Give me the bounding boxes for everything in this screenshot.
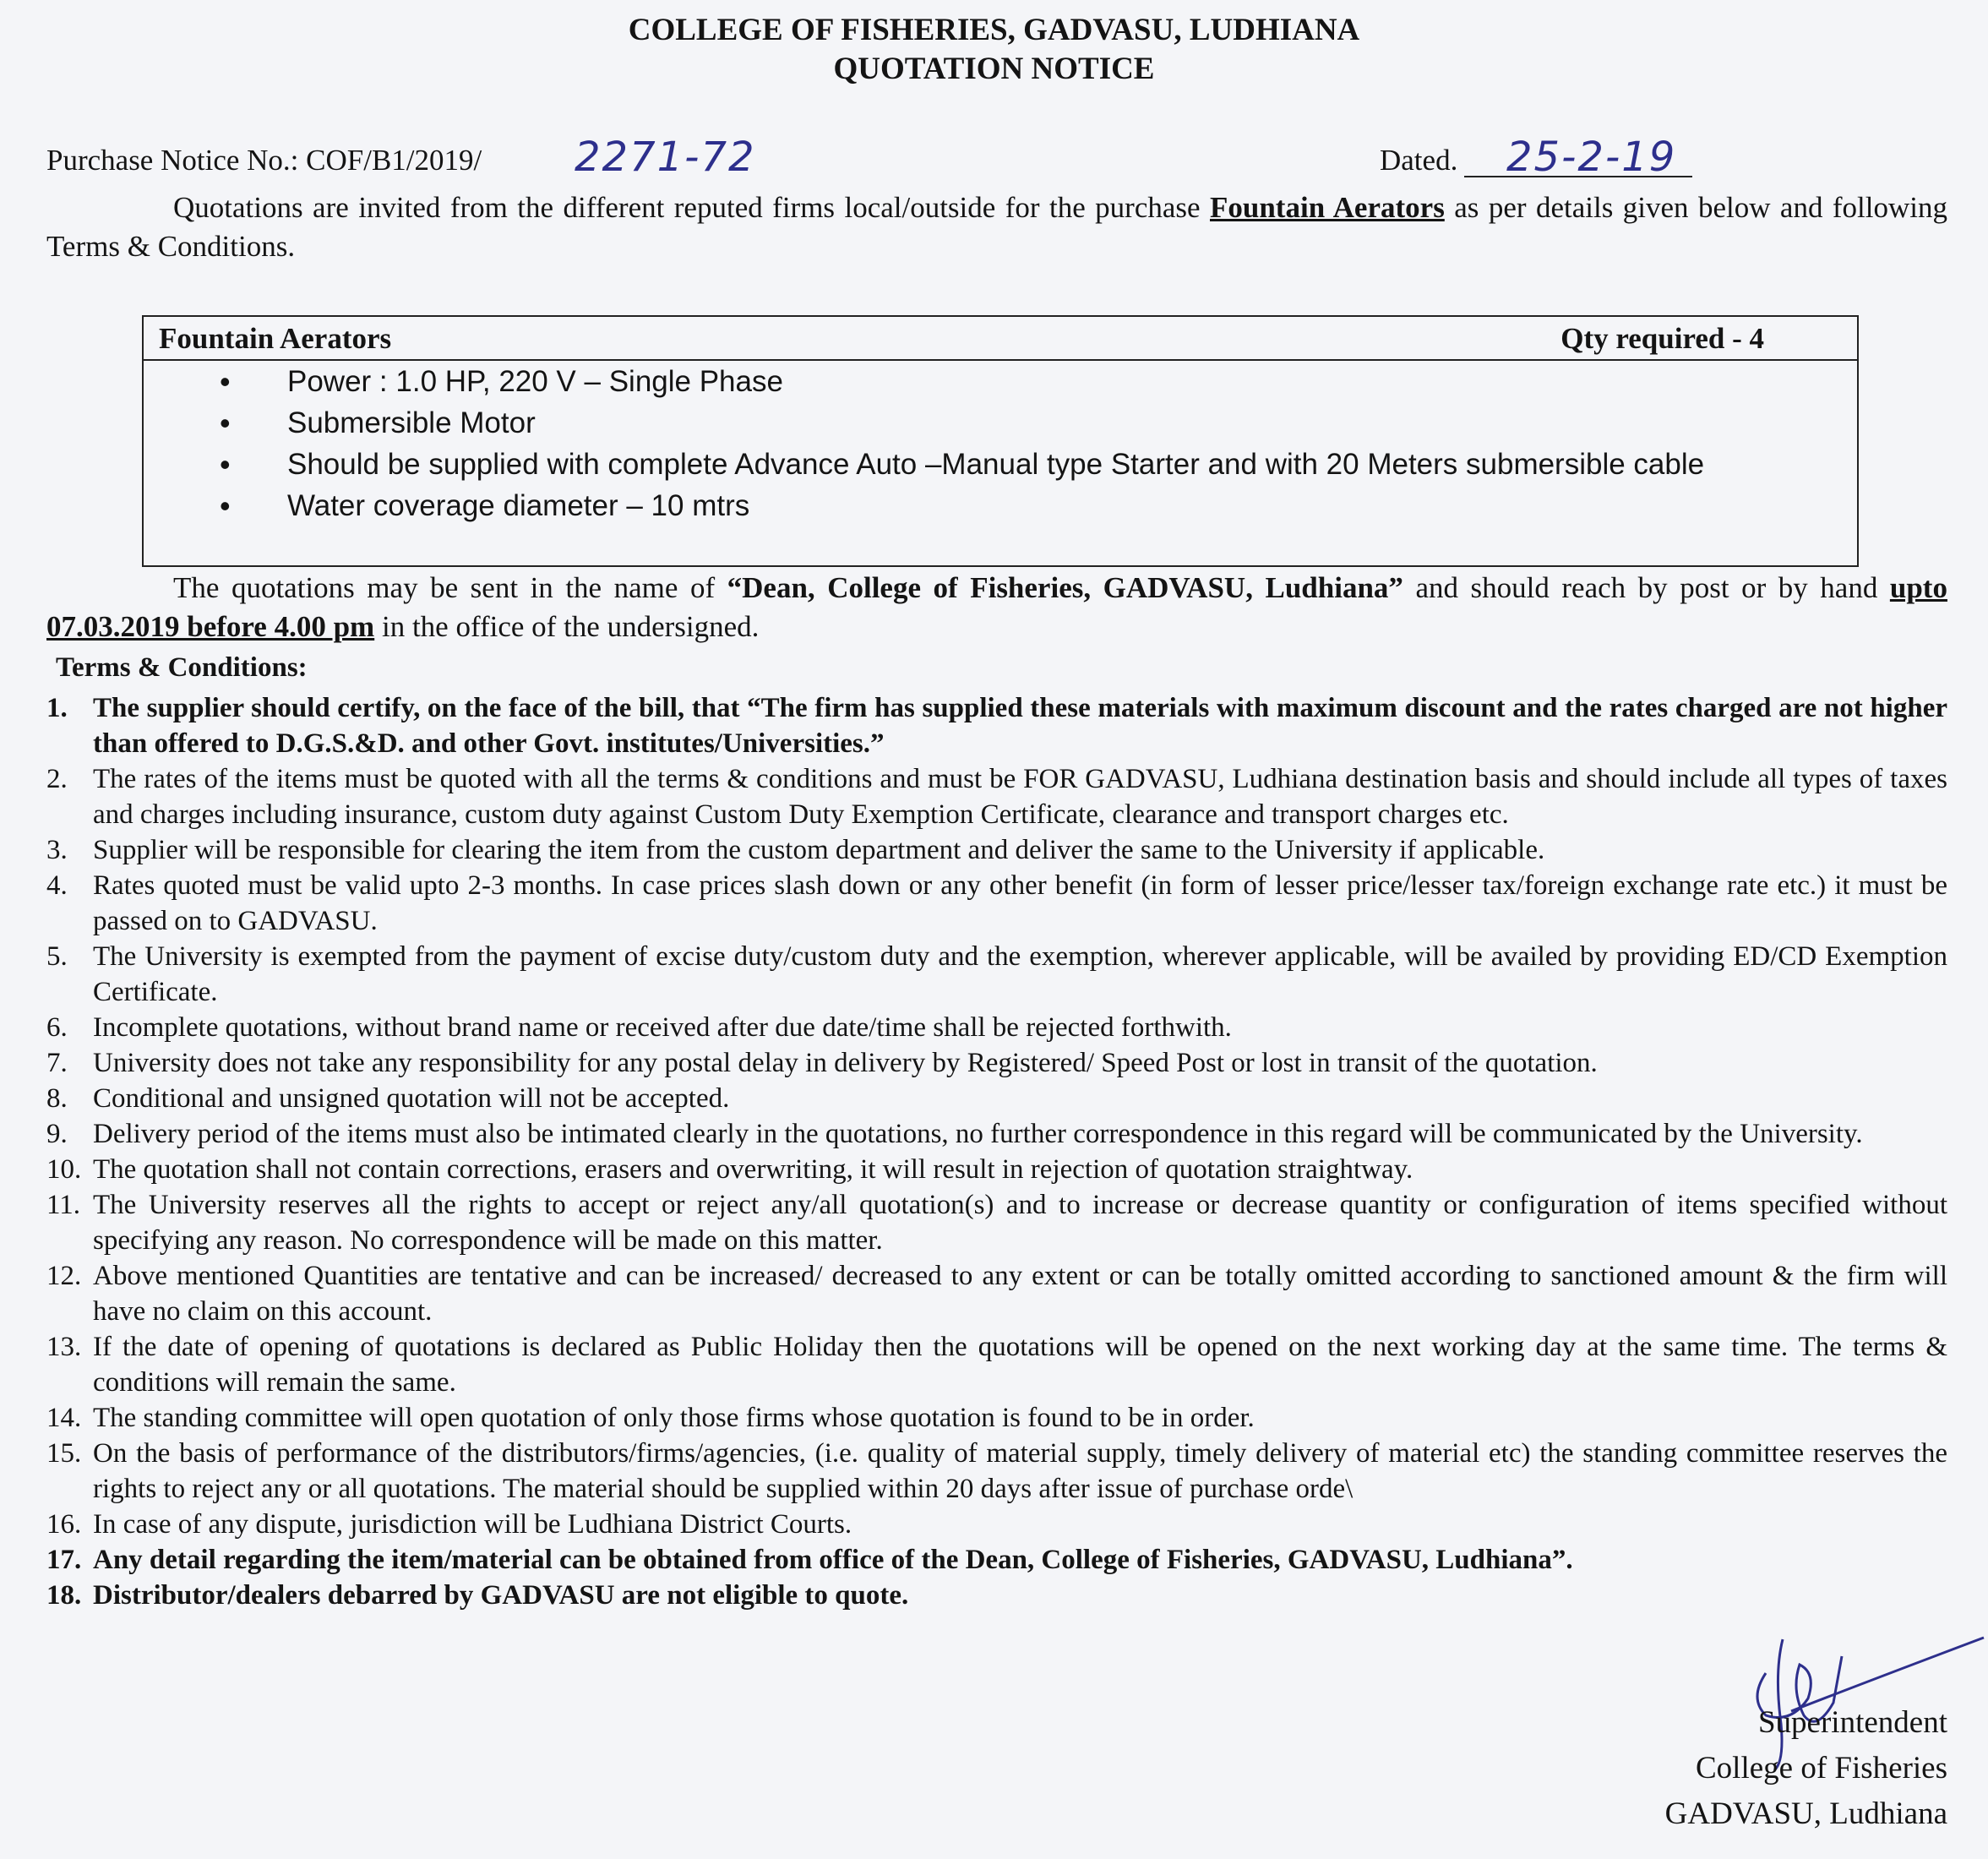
- spec-box-header: [144, 317, 1857, 361]
- term-item: [46, 1081, 1947, 1116]
- term-text: Distributor/dealers debarred by GADVASU are not eligible to quote.: [93, 1580, 909, 1611]
- term-item: [46, 1436, 1947, 1507]
- term-text: Incomplete quotations, without brand name or received after due date/time shall be rejected forthwith.: [93, 1012, 1232, 1043]
- term-item: [46, 939, 1947, 1010]
- signatory-college: College of Fisheries: [1695, 1751, 1947, 1785]
- send-text-3: in the office of the undersigned.: [374, 610, 760, 643]
- signature-block: [1665, 1700, 1947, 1837]
- term-number: 15.: [46, 1438, 82, 1469]
- term-item: [46, 1329, 1947, 1400]
- term-item: [46, 1152, 1947, 1187]
- term-item: [46, 1507, 1947, 1542]
- term-number: 13.: [46, 1332, 82, 1362]
- term-number: 10.: [46, 1154, 82, 1185]
- notice-date: [1380, 134, 1677, 181]
- spec-item: • Submersible Motor: [220, 402, 1704, 444]
- term-text: Supplier will be responsible for clearing the item from the custom department and deliver the same to the University if applicable.: [93, 835, 1545, 865]
- term-text: Rates quoted must be valid upto 2-3 months. In case prices slash down or any other benefit (in form of lesser price/lesser tax/foreign exchange rate etc.) it must be passed on to GADVASU.: [93, 870, 1947, 936]
- term-number: 6.: [46, 1012, 68, 1043]
- addressee-name: “Dean, College of Fisheries, GADVASU, Ludhiana”: [727, 571, 1403, 604]
- term-number: 14.: [46, 1403, 82, 1433]
- term-item: [46, 761, 1947, 832]
- spec-item: • Water coverage diameter – 10 mtrs: [220, 485, 1704, 526]
- submission-paragraph: [46, 569, 1947, 646]
- term-number: 3.: [46, 835, 68, 865]
- term-number: 17.: [46, 1545, 82, 1575]
- term-text: If the date of opening of quotations is declared as Public Holiday then the quotations will be opened on the next working day at the same time. The terms & conditions will remain the same.: [93, 1332, 1947, 1398]
- term-item: [46, 1045, 1947, 1081]
- intro-text: Quotations are invited from the different reputed firms local/outside for the purchase: [173, 191, 1210, 224]
- spec-box: [142, 315, 1859, 567]
- term-text: The University is exempted from the payment of excise duty/custom duty and the exemption, wherever applicable, will be availed by providing ED/CD Exemption Certificate.: [93, 941, 1947, 1007]
- purchase-notice-number: [46, 134, 756, 181]
- handwritten-date: 25-2-19: [1506, 134, 1677, 181]
- term-text: The standing committee will open quotation of only those firms whose quotation is found to be in order.: [93, 1403, 1255, 1433]
- term-item: [46, 1187, 1947, 1258]
- term-item: [46, 1010, 1947, 1045]
- term-text: The supplier should certify, on the face of the bill, that “The firm has supplied these materials with maximum discount and the rates charged are not higher than offered to D.G.S.&D. and other Govt. institutes/Universities.”: [93, 693, 1947, 759]
- term-text: The quotation shall not contain corrections, erasers and overwriting, it will result in rejection of quotation straightway.: [93, 1154, 1413, 1185]
- term-number: 8.: [46, 1083, 68, 1114]
- term-item: [46, 690, 1947, 761]
- signatory-title: Superintendent: [1757, 1705, 1947, 1740]
- intro-item-name: Fountain Aerators: [1210, 191, 1445, 224]
- term-text: On the basis of performance of the distributors/firms/agencies, (i.e. quality of material supply, timely delivery of material etc) the standing committee reserves the rights to reject any or all quotations. The material should be supplied within 20 days after issue of purchase orde\: [93, 1438, 1947, 1504]
- college-heading: COLLEGE OF FISHERIES, GADVASU, LUDHIANA: [628, 13, 1360, 47]
- term-text: Any detail regarding the item/material can be obtained from office of the Dean, College of Fisheries, GADVASU, Ludhiana”.: [93, 1545, 1573, 1575]
- signatory-location: GADVASU, Ludhiana: [1664, 1796, 1947, 1831]
- dated-label: Dated.: [1380, 144, 1458, 177]
- term-item: [46, 1578, 1947, 1613]
- spec-box-qty: Qty required - 4: [1560, 322, 1764, 355]
- spec-box-title: Fountain Aerators: [159, 322, 392, 355]
- term-text: In case of any dispute, jurisdiction will be Ludhiana District Courts.: [93, 1509, 852, 1540]
- intro-text-end: as per details given below and following Terms & Conditions.: [46, 191, 1947, 263]
- term-text: The University reserves all the rights to accept or reject any/all quotation(s) and to increase or decrease quantity or configuration of items specified without specifying any reason. No correspondence will be made on this matter.: [93, 1190, 1947, 1256]
- term-number: 4.: [46, 870, 68, 901]
- term-number: 7.: [46, 1048, 68, 1078]
- term-number: 18.: [46, 1580, 82, 1611]
- term-number: 11.: [46, 1190, 81, 1220]
- handwritten-notice-number: 2271-72: [575, 134, 756, 181]
- terms-list: [46, 690, 1947, 1613]
- term-item: [46, 1116, 1947, 1152]
- term-item: [46, 1400, 1947, 1436]
- notice-title: QUOTATION NOTICE: [833, 52, 1155, 86]
- spec-list: [220, 361, 1704, 526]
- purchase-notice-label: Purchase Notice No.: COF/B1/2019/: [46, 144, 482, 177]
- term-item: [46, 832, 1947, 868]
- term-item: [46, 1542, 1947, 1578]
- term-text: University does not take any responsibility for any postal delay in delivery by Registered/ Speed Post or lost in transit of the quotation.: [93, 1048, 1598, 1078]
- term-text: Above mentioned Quantities are tentative and can be increased/ decreased to any extent or can be totally omitted according to sanctioned amount & the firm will have no claim on this account.: [93, 1261, 1947, 1327]
- intro-paragraph: [46, 188, 1947, 266]
- send-text: The quotations may be sent in the name of: [173, 571, 727, 604]
- term-item: [46, 1258, 1947, 1329]
- term-number: 5.: [46, 941, 68, 972]
- spec-item: • Should be supplied with complete Advance Auto –Manual type Starter and with 20 Meters submersible cable: [220, 444, 1704, 485]
- term-text: Delivery period of the items must also be intimated clearly in the quotations, no further correspondence in this regard will be communicated by the University.: [93, 1119, 1863, 1149]
- send-text-2: and should reach by post or by hand: [1402, 571, 1890, 604]
- term-item: [46, 868, 1947, 939]
- spec-item: • Power : 1.0 HP, 220 V – Single Phase: [220, 361, 1704, 402]
- term-number: 9.: [46, 1119, 68, 1149]
- term-number: 12.: [46, 1261, 82, 1291]
- term-number: 16.: [46, 1509, 82, 1540]
- terms-heading: Terms & Conditions:: [56, 652, 308, 683]
- term-text: The rates of the items must be quoted with all the terms & conditions and must be FOR GADVASU, Ludhiana destination basis and should include all types of taxes and charges including insurance, custom duty against Custom Duty Exemption Certificate, clearance and transport charges etc.: [93, 764, 1947, 830]
- term-text: Conditional and unsigned quotation will not be accepted.: [93, 1083, 730, 1114]
- submission-deadline: upto 07.03.2019 before 4.00 pm: [46, 571, 1947, 643]
- term-number: 1.: [46, 693, 68, 723]
- term-number: 2.: [46, 764, 68, 794]
